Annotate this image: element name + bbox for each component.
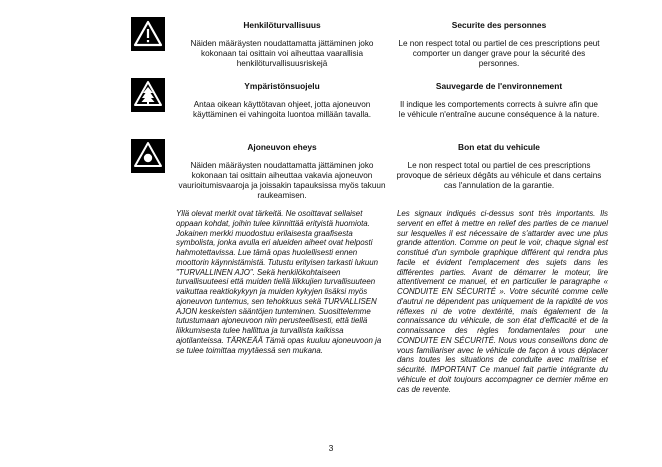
section-title: Henkilöturvallisuus [243, 20, 321, 30]
section-title: Sauvegarde de l'environnement [435, 81, 563, 91]
section-title: Bon etat du vehicule [458, 142, 540, 152]
section-safety-fi [176, 20, 388, 69]
environment-tree-icon [131, 78, 165, 112]
section-vehicle-fi [176, 142, 388, 201]
section-title: Ympäristönsuojelu [244, 81, 320, 91]
section-title: Ajoneuvon eheys [247, 142, 317, 152]
warning-triangle-icon [131, 17, 165, 51]
section-body: Näiden määräysten noudattamatta jättäminen joko kokonaan tai osittain aiheuttaa vakavia ajoneuvon vaurioitumisvaaroja ja joissakin tapauksissa myös takuun raukeamisen. [178, 161, 386, 200]
section-environment-fi [176, 81, 388, 120]
section-safety-fr [396, 20, 602, 69]
section-vehicle-fr [396, 142, 602, 191]
section-environment-fr [396, 81, 602, 120]
page-number: 3 [328, 443, 334, 453]
intro-paragraph-fi: Yllä olevat merkit ovat tärkeitä. Ne osoittavat sellaiset oppaan kohdat, joihin tulee kiinnittää erityistä huomiota. Jokainen merkki muodostuu erilaisesta graafisesta symbolista, jonka avulla eri alueiden aiheet ovat helposti hahmotettavissa. Lue tämä opas huolellisesti ennen moottorin käynnistämistä. Tutustu erityisen tarkasti lukuun "TURVALLINEN AJO". Sekä henkilökohtaiseen turvallisuuteesi että muiden tiellä liikkujien turvallisuuteen vaikuttaa reaktiokykyyn ja muiden kykyjen lisäksi myös ajoneuvon tuntemus, sen tehokkuus sekä TURVALLISEN AJON keskeisten sääntöjen tunteminen. Suosittelemme tutustumaan ajoneuvoon niin perusteellisesti, että tiellä liikkumisesta tulee hallittua ja turvallista kaikissa ajotilanteissa. TÄRKEÄÄ Tämä opas kuuluu ajoneuvoon ja se tulee toimittaa myytäessä sen mukana. [176, 209, 382, 355]
section-body: Le non respect total ou partiel de ces prescriptions provoque de sérieux dégâts au véhicule et dans certains cas l'annulation de la garantie. [396, 161, 602, 190]
section-body: Le non respect total ou partiel de ces prescriptions peut comporter un danger grave pour la sécurité des personnes. [398, 39, 600, 68]
vehicle-integrity-icon [131, 139, 165, 173]
section-body: Näiden määräysten noudattamatta jättäminen joko kokonaan tai osittain voi aiheuttaa vaarallisia henkilöturvallisuusriskejä [190, 39, 374, 68]
section-body: Antaa oikean käyttötavan ohjeet, jotta ajoneuvon käyttäminen ei vahingoita luontoa millään tavalla. [193, 100, 371, 119]
section-title: Securite des personnes [451, 20, 547, 30]
intro-paragraph-fr: Les signaux indiqués ci-dessus sont très importants. Ils servent en effet à mettre en relief des parties de ce manuel sur lesquelles il est nécessaire de s'attarder avec une plus grande attention. Comme on peut le voir, chaque signal est constitué d'un symbole graphique différent qui rendra plus facile et évident l'emplacement des sujets dans les différentes parties. Avant de démarrer le moteur, lire attentivement ce manuel, et en particulier le paragraphe « CONDUITE EN SÉCURITÉ ». Votre sécurité comme celle d'autrui ne dépendent pas uniquement de la rapidité de vos réflexes ni de votre dextérité, mais également de la connaissance du véhicule, de son état d'efficacité et de la connaissance des règles fondamentales pour une CONDUITE EN SÉCURITÉ. Nous vous conseillons donc de vous familiariser avec le véhicule de façon à vous déplacer dans toutes les situations de conduite avec maîtrise et sécurité. IMPORTANT Ce manuel fait partie intégrante du véhicule et doit toujours accompagner ce dernier même en cas de revente. [397, 209, 608, 394]
section-body: Il indique les comportements corrects à suivre afin que le véhicule n'entraîne aucune conséquence à la nature. [398, 100, 600, 119]
